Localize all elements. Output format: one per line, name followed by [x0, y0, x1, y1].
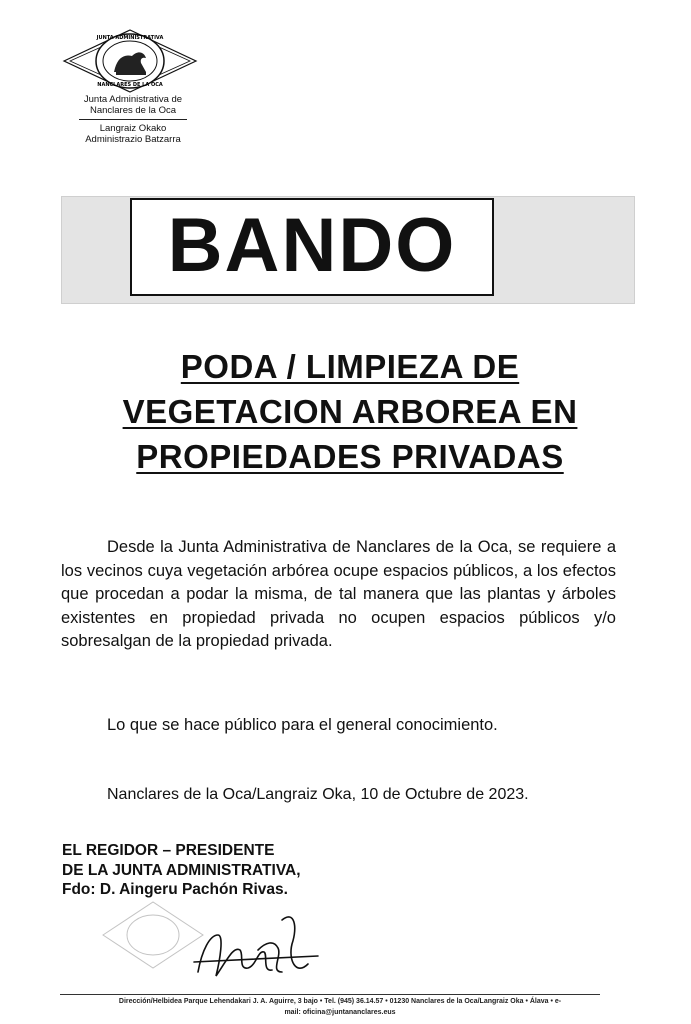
footer-line1: Dirección/Helbidea Parque Lehendakari J. A. Aguirre, 3 bajo • Tel. (945) 36.14.57 • 01230 Nanclares de la Oca/Langraiz Oka • Álava • e- [118, 998, 562, 1005]
org-name-eu-line1: Langraiz Okako [99, 123, 167, 134]
footer-address [40, 996, 640, 1018]
seal-text-top: JUNTA ADMINISTRATIVA [96, 35, 164, 41]
subject-line1: PODA / LIMPIEZA DE [180, 348, 520, 385]
closing-line: Lo que se hace público para el general conocimiento. [107, 716, 498, 734]
footer-divider [60, 994, 600, 995]
signer-name: Fdo: D. Aingeru Pachón Rivas. [62, 881, 288, 898]
signature-stamp-area [98, 880, 398, 990]
official-stamp-icon [103, 902, 203, 968]
footer-line2: mail: oficina@juntananclares.eus [284, 1009, 396, 1016]
org-name-es-line1: Junta Administrativa de [83, 94, 183, 105]
signer-title-line2: DE LA JUNTA ADMINISTRATIVA, [62, 861, 301, 879]
organization-name [58, 94, 208, 145]
subject-line3: PROPIEDADES PRIVADAS [136, 438, 564, 475]
document-title: BANDO [130, 198, 494, 296]
body-paragraph: Desde la Junta Administrativa de Nanclares de la Oca, se requiere a los vecinos cuya vegetación arbórea ocupe espacios públicos, a los efectos que procedan a podar la misma, de tal manera que las plantas y árboles existentes en propiedad privada no ocupen espacios públicos y/o sobresalgan de la propiedad privada. [61, 538, 616, 650]
org-name-divider [79, 119, 187, 120]
place-date: Nanclares de la Oca/Langraiz Oka, 10 de Octubre de 2023. [107, 786, 529, 803]
org-name-eu-line2: Administrazio Batzarra [85, 134, 181, 145]
seal-text-bottom: NANCLARES DE LA OCA [97, 82, 163, 88]
subject-heading [70, 344, 630, 479]
signer-title-line1: EL REGIDOR – PRESIDENTE [62, 842, 275, 859]
organization-logo [60, 28, 200, 94]
municipal-seal-icon [60, 28, 200, 94]
subject-line2: VEGETACION ARBOREA EN [122, 393, 578, 430]
org-name-es-line2: Nanclares de la Oca [89, 105, 177, 116]
handwritten-signature-icon [194, 917, 318, 976]
